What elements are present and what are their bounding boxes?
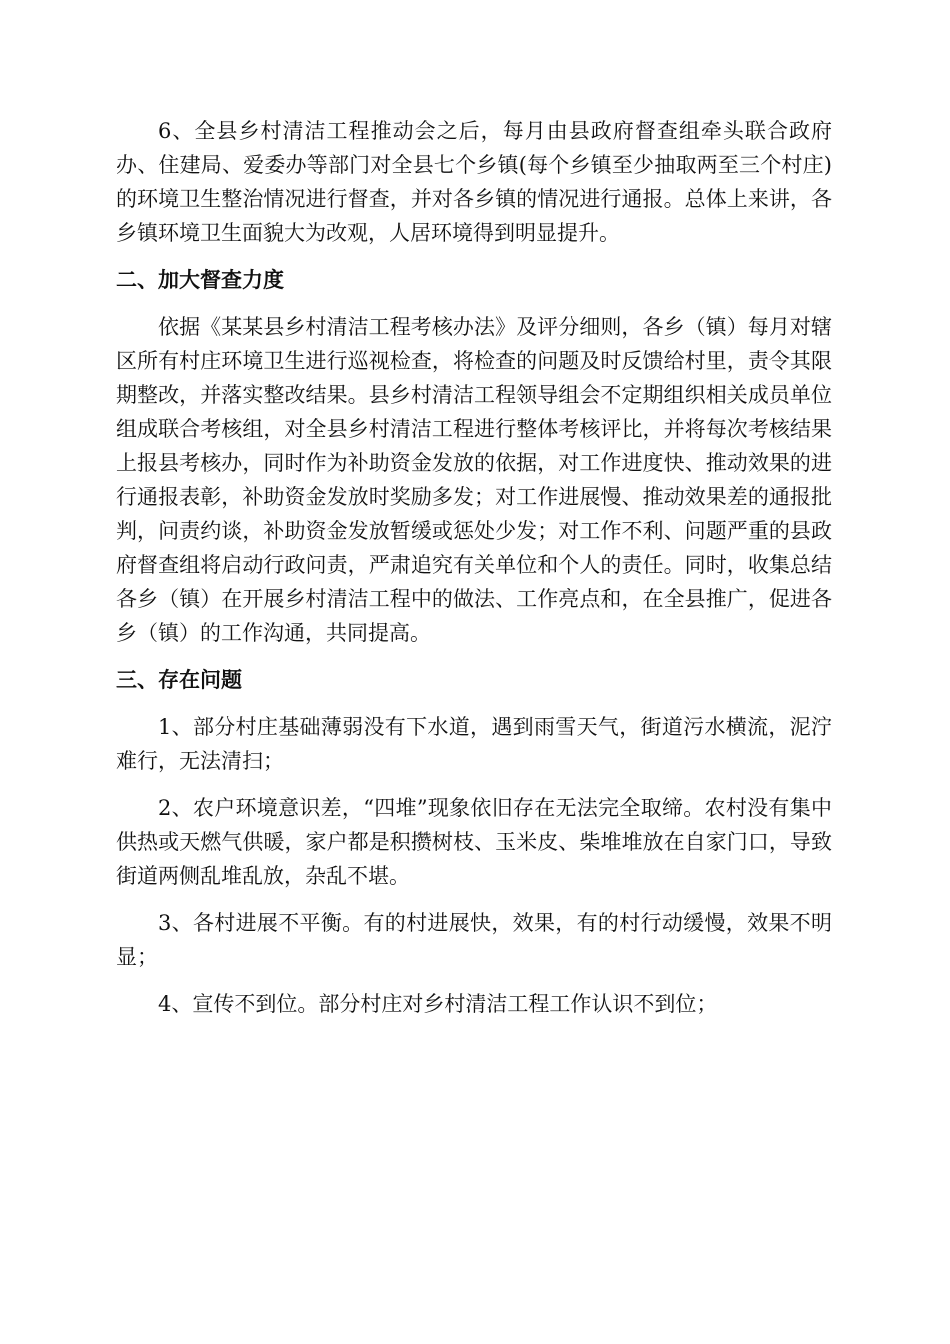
paragraph-supervision-details: 依据《某某县乡村清洁工程考核办法》及评分细则，各乡（镇）每月对辖区所有村庄环境卫生进行巡视检查，将检查的问题及时反馈给村里，责令其限期整改，并落实整改结果。县乡村清洁工程领导组会不定期组织相关成员单位组成联合考核组，对全县乡村清洁工程进行整体考核评比，并将每次考核结果上报县考核办，同时作为补助资金发放的依据，对工作进度快、推动效果的进行通报表彰，补助资金发放时奖励多发；对工作进展慢、推动效果差的通报批判，问责约谈，补助资金发放暂缓或惩处少发；对工作不利、问题严重的县政府督查组将启动行政问责，严肃追究有关单位和个人的责任。同时，收集总结各乡（镇）在开展乡村清洁工程中的做法、工作亮点和，在全县推广，促进各乡（镇）的工作沟通，共同提高。 (116, 315, 832, 645)
section-heading-3: 三、存在问题 (116, 668, 242, 692)
problem-item-3: 3、各村进展不平衡。有的村进展快，效果，有的村行动缓慢，效果不明显； (116, 911, 832, 969)
problem-item-4: 4、宣传不到位。部分村庄对乡村清洁工程工作认识不到位； (158, 992, 718, 1016)
paragraph-item-6-supervision: 6、全县乡村清洁工程推动会之后，每月由县政府督查组牵头联合政府办、住建局、爱委办等部门对全县七个乡镇(每个乡镇至少抽取两至三个村庄)的环境卫生整治情况进行督查，并对各乡镇的情况进行通报。总体上来讲，各乡镇环境卫生面貌大为改观，人居环境得到明显提升。 (116, 119, 832, 245)
problem-item-2: 2、农户环境意识差，“四堆”现象依旧存在无法完全取缔。农村没有集中供热或天燃气供暖，家户都是积攒树枝、玉米皮、柴堆堆放在自家门口，导致街道两侧乱堆乱放，杂乱不堪。 (116, 796, 832, 888)
problem-item-1: 1、部分村庄基础薄弱没有下水道，遇到雨雪天气，街道污水横流，泥泞难行，无法清扫； (116, 715, 832, 773)
section-heading-2: 二、加大督查力度 (116, 268, 284, 292)
document-body (116, 114, 832, 1034)
